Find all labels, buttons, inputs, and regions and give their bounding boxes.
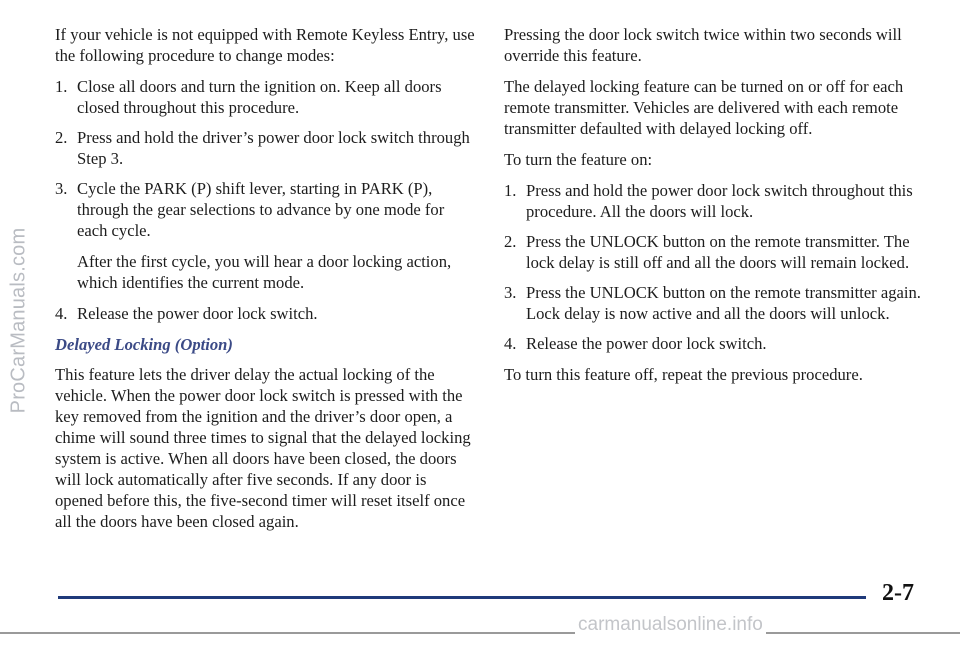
step-number: 1. bbox=[55, 77, 68, 96]
footer-rule bbox=[58, 596, 866, 599]
left-column bbox=[55, 24, 475, 542]
step-text: Close all doors and turn the ignition on. Keep all doors closed throughout this procedure. bbox=[77, 77, 442, 117]
step-text: Press and hold the driver’s power door lock switch through Step 3. bbox=[77, 128, 470, 168]
turn-on-steps bbox=[504, 180, 924, 354]
step-number: 2. bbox=[55, 128, 68, 147]
step3-note: After the first cycle, you will hear a door locking action, which identifies the current mode. bbox=[77, 252, 452, 292]
step-number: 2. bbox=[504, 232, 517, 251]
turn-off-paragraph: To turn this feature off, repeat the previous procedure. bbox=[504, 365, 863, 384]
step-number: 4. bbox=[504, 334, 517, 353]
turn-on-intro: To turn the feature on: bbox=[504, 150, 653, 169]
step-number: 3. bbox=[504, 283, 517, 302]
step-text: Release the power door lock switch. bbox=[77, 304, 318, 323]
side-watermark bbox=[2, 60, 36, 580]
list-item bbox=[55, 178, 475, 241]
transmitter-paragraph: The delayed locking feature can be turned on or off for each remote transmitter. Vehicles are delivered with each remote transmitter defaulted with delayed locking off. bbox=[504, 77, 904, 138]
list-item bbox=[504, 231, 924, 273]
step-number: 1. bbox=[504, 181, 517, 200]
list-item bbox=[55, 303, 475, 324]
side-watermark-text: ProCarManuals.com bbox=[7, 227, 30, 413]
list-item bbox=[504, 180, 924, 222]
step-number: 3. bbox=[55, 179, 68, 198]
step-text: Release the power door lock switch. bbox=[526, 334, 767, 353]
override-paragraph: Pressing the door lock switch twice within two seconds will override this feature. bbox=[504, 25, 902, 65]
delayed-locking-body: This feature lets the driver delay the actual locking of the vehicle. When the power door lock switch is pressed with the key removed from the ignition and the driver’s door open, a chime will sound three times to signal that the delayed locking system is active. When all doors have been closed, the doors will lock automatically after five seconds. If any door is opened before this, the five-second timer will reset itself once all the doors have been closed again. bbox=[55, 365, 471, 531]
step-text: Press and hold the power door lock switch throughout this procedure. All the doors will lock. bbox=[526, 181, 913, 221]
step-text: Press the UNLOCK button on the remote transmitter. The lock delay is still off and all the doors will remain locked. bbox=[526, 232, 910, 272]
step-text: Press the UNLOCK button on the remote transmitter again. Lock delay is now active and all the doors will unlock. bbox=[526, 283, 921, 323]
list-item bbox=[504, 282, 924, 324]
intro-paragraph: If your vehicle is not equipped with Remote Keyless Entry, use the following procedure to change modes: bbox=[55, 25, 475, 65]
section-heading: Delayed Locking (Option) bbox=[55, 335, 233, 354]
list-item bbox=[55, 127, 475, 169]
list-item bbox=[55, 76, 475, 118]
right-column bbox=[504, 24, 924, 395]
page-number: 2-7 bbox=[882, 580, 914, 606]
list-item bbox=[504, 333, 924, 354]
step-number: 4. bbox=[55, 304, 68, 323]
mode-change-final-step bbox=[55, 303, 475, 324]
bottom-watermark: carmanualsonline.info bbox=[575, 614, 766, 636]
mode-change-steps bbox=[55, 76, 475, 241]
step-text: Cycle the PARK (P) shift lever, starting in PARK (P), through the gear selections to advance by one mode for each cycle. bbox=[77, 179, 445, 240]
bottom-divider bbox=[0, 632, 960, 634]
